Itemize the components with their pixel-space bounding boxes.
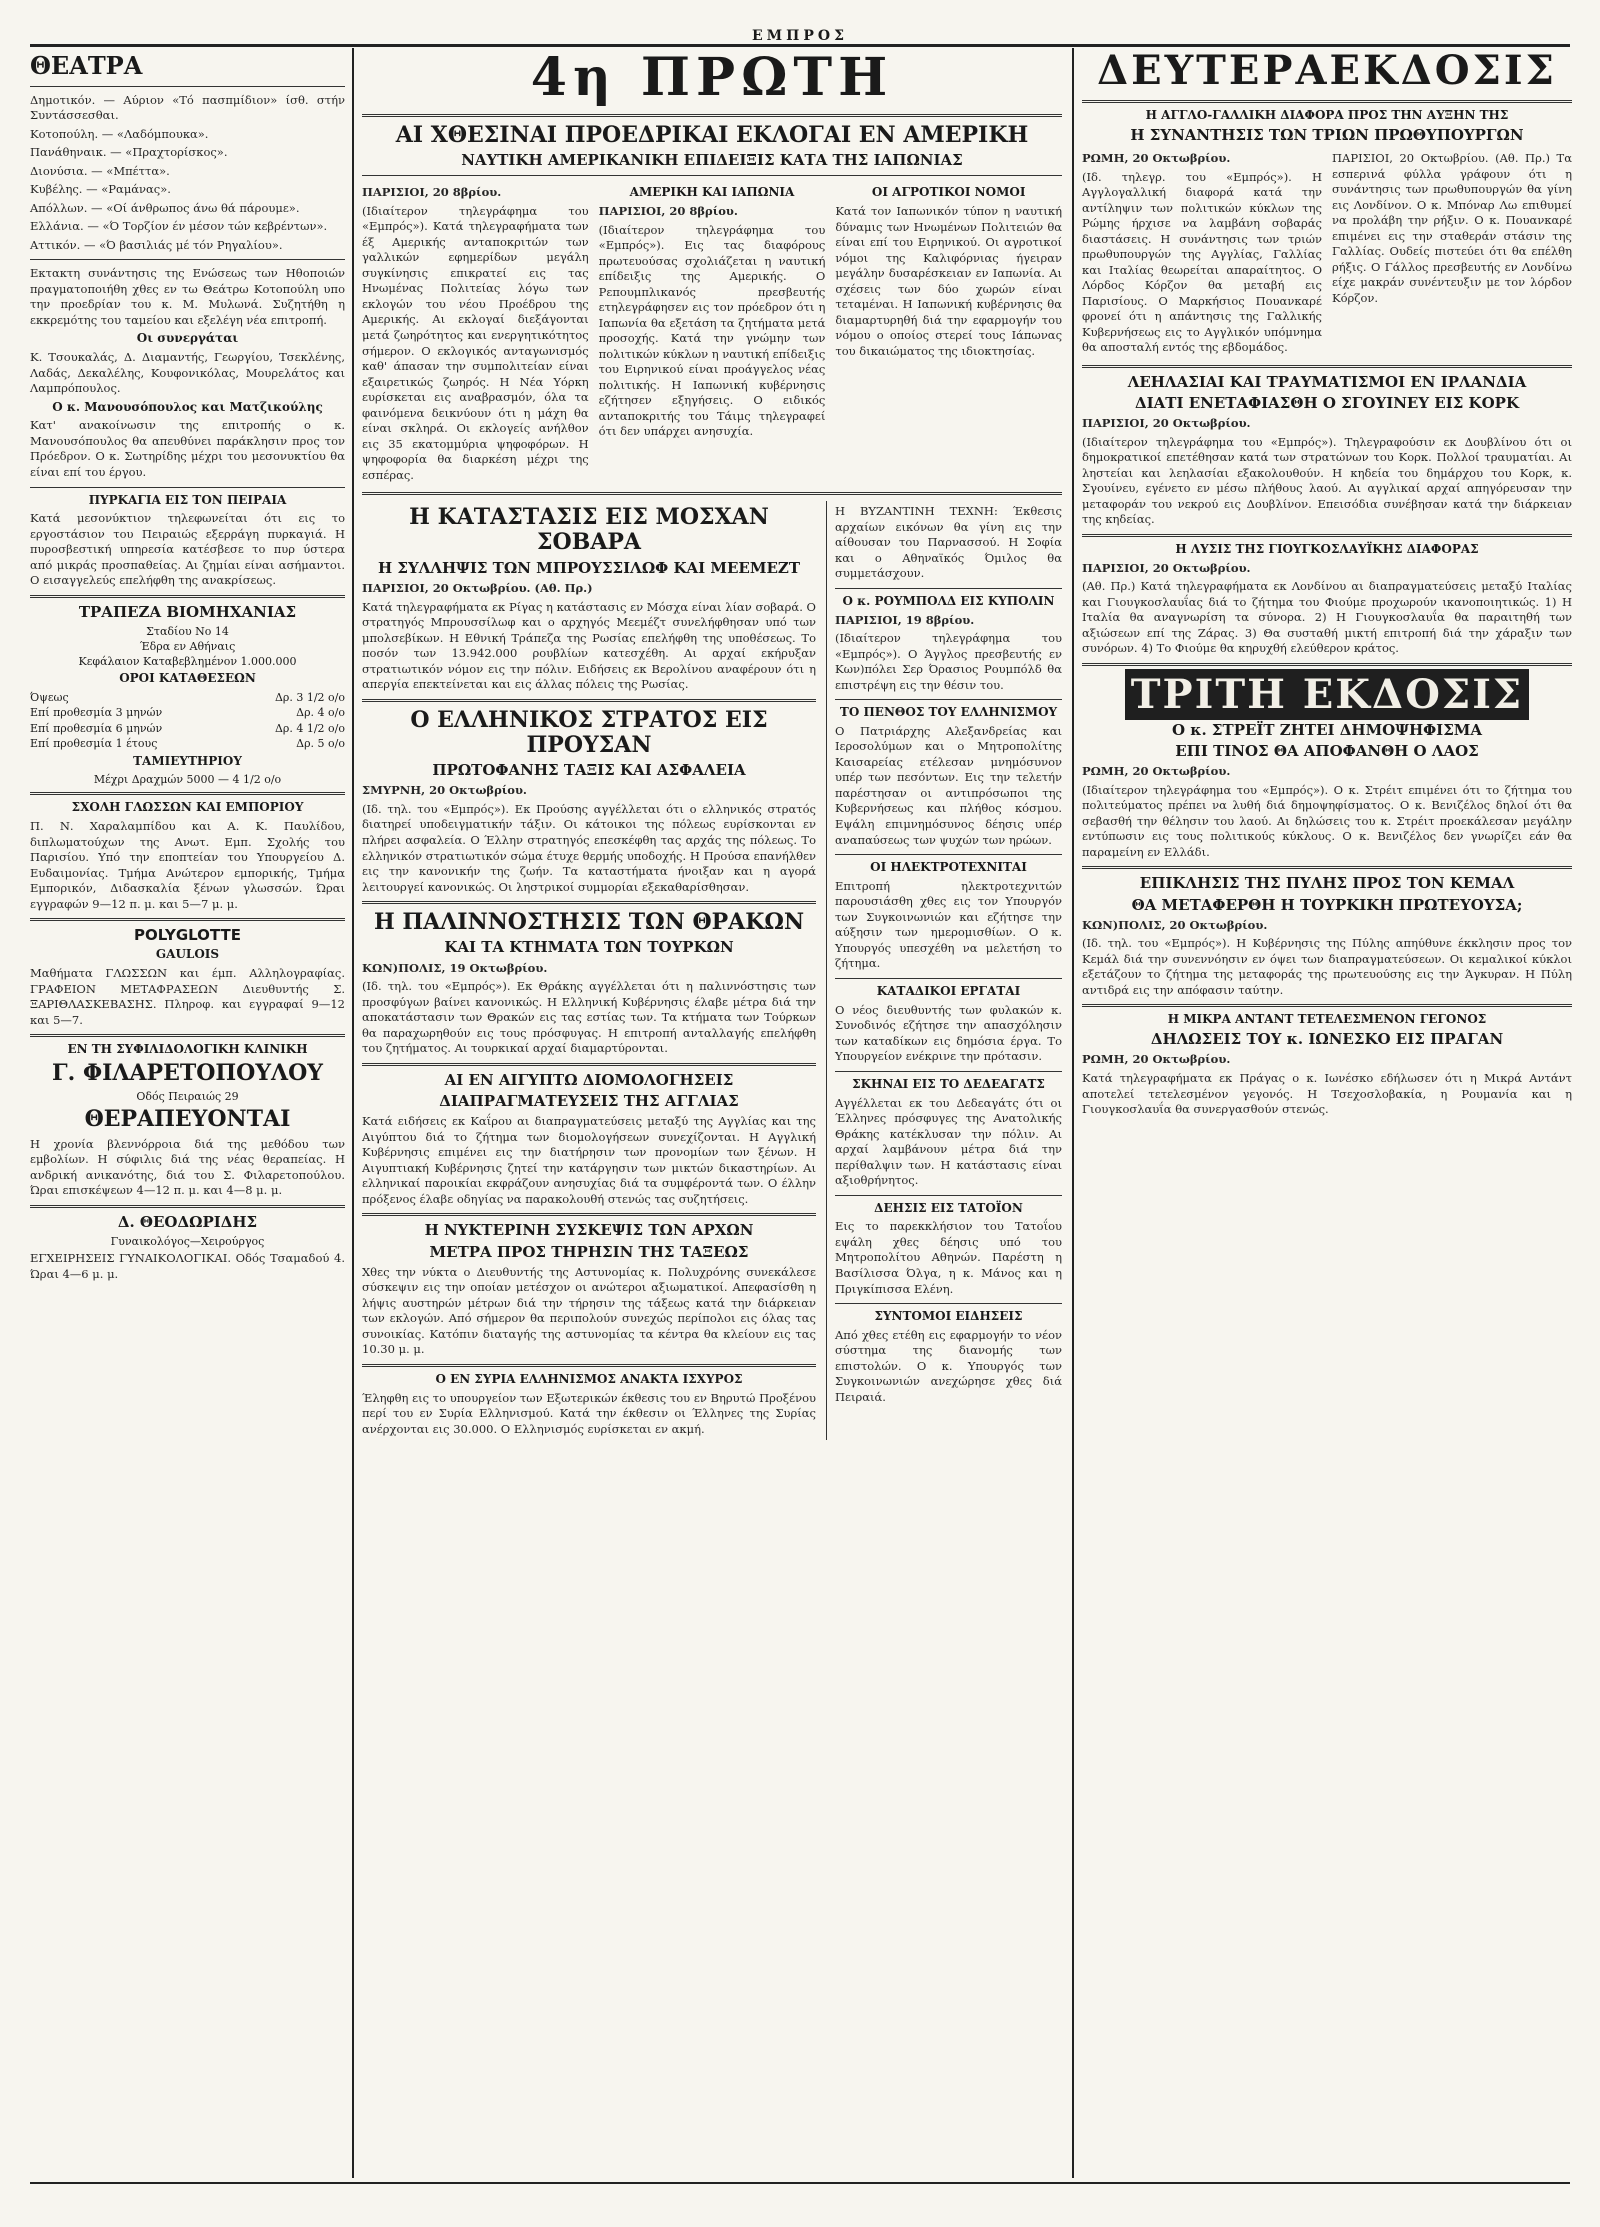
- anglo-text-2: ΠΑΡΙΣΙΟΙ, 20 Οκτωβρίου. (Αθ. Πρ.) Τα εσπερινά φύλλα γράφουν ότι η συνάντησις των πρωθυπουργών θα γίνη εις Λονδίνον. Ο κ. Μπόναρ Λω επιθυμεί να προλάβη την ρήξιν. Ο κ. Πουανκαρέ επιμένει εις την σταθεράν στάσιν της Γαλλίας. Ουδείς πιστεύει ότι θα επέλθη ρήξις. Ο Γάλλος πρεσβευτής εν Λονδίνω είχε μακράν συνέντευξιν με τον λόρδον Κόρζον.: [1332, 151, 1572, 305]
- egypt-text: Κατά ειδήσεις εκ Καΐρου αι διαπραγματεύσεις μεταξύ της Αγγλίας και της Αιγύπτου διά το ζήτημα των διομολογήσεων συνεχίζονται. Η Αγγλική Κυβέρνησις επιμένει εις την διατήρησιν των προνομίων των ξένων. Η Αιγυπτιακή Κυβέρνησις ζητεί την κατάργησιν των μικτών δικαστηρίων. Αι ελληνικαί παροικίαι εκφράζουν ανησυχίας διά τα συμφέροντά των. Ο έλλην πρόξενος έλαβε οδηγίας να παρακολουθή στενώς τας συζητήσεις.: [362, 1114, 816, 1206]
- subhead-collaborators: Οι συνεργάται: [136, 331, 239, 346]
- bank-savings-rate: Μέχρι Δραχμών 5000 — 4 1/2 ο/ο: [93, 773, 282, 787]
- bank-rate-row: Επί προθεσμία 6 μηνών Δρ. 4 1/2 ο/ο: [30, 721, 345, 735]
- ireland-dateline: ΠΑΡΙΣΙΟΙ, 20 Οκτωβρίου.: [1082, 416, 1251, 431]
- center-lower: [362, 501, 1062, 1440]
- clinic-title: ΕΝ ΤΗ ΣΥΦΙΛΙΔΟΛΟΓΙΚΗ ΚΛΙΝΙΚΗ: [67, 1042, 308, 1057]
- anglo-sub: Η ΣΥΝΑΝΤΗΣΙΣ ΤΩΝ ΤΡΙΩΝ ΠΡΩΘΥΠΟΥΡΓΩΝ: [1130, 125, 1524, 144]
- syria-headline: Ο ΕΝ ΣΥΡΙΑ ΕΛΛΗΝΙΣΜΟΣ ΑΝΑΚΤΑ ΙΣΧΥΡΟΣ: [435, 1371, 743, 1386]
- bank-capital: Κεφάλαιον Καταβεβλημένον 1.000.000: [78, 655, 297, 669]
- theatre-item: Αττικόν. — «Ό βασιλιάς μέ τόν Ρηγαλίου».: [30, 237, 283, 252]
- romania-headline: Η ΜΙΚΡΑ ΑΝΤΑΝΤ ΤΕΤΕΛΕΣΜΕΝΟΝ ΓΕΓΟΝΟΣ: [1167, 1012, 1487, 1027]
- kemal-dateline: ΚΩΝ)ΠΟΛΙΣ, 20 Οκτωβρίου.: [1082, 917, 1268, 932]
- japan-dateline: ΠΑΡΙΣΙΟΙ, 20 8βρίου.: [598, 204, 738, 219]
- bank-branch: Έδρα εν Αθήναις: [139, 640, 236, 654]
- elpenor-text: Ο Πατριάρχης Αλεξανδρείας και Ιεροσολύμων και ο Μητροπολίτης Καισαρείας ετέλεσαν μνημόσυνον υπέρ των πεσόντων. Εις την τελετήν παρέστησαν οι αντιπρόσωποι της Κυβερνήσεως και πλήθος κόσμου. Εψάλη επιμνημόσυνος δέησις υπέρ αναπαύσεως των ψυχών των ηρώων.: [835, 723, 1062, 847]
- us-text: (Ιδιαίτερον τηλεγράφημα του «Εμπρός»). Κατά τηλεγραφήματα των έξ Αμερικής ανταποκριτών των γαλλικών εφημερίδων μεγάλη συγκίνησις επικρατεί εις τας Ηνωμένας Πολιτείας λόγω των εκλογών του νέου Προέδρου της Αμερικής. Αι εκλογαί διεξάγονται μετά ζωηρότητος και ενεργητικότητος σήμερον. Ο εκλογικός ανταγωνισμός καθ' άπασαν την συμπολιτείαν είναι εξαιρετικώς ζωηρός. Η Νέα Υόρκη ευρίσκεται εις αναβρασμόν, όλα τα φαινόμενα δεικνύουν ότι η μάχη θα είναι σκληρά. Οι εκλογείς ανήλθον εις 35 εκατομμύρια ψηφοφόρων. Η ψηφοφορία θα διαρκέση μέχρι της εσπέρας.: [362, 203, 589, 482]
- workers-text: Ο νέος διευθυντής των φυλακών κ. Συνοδινός εζήτησε την απασχόλησιν των καταδίκων εις δημόσια έργα. Το Υπουργείον ενέκρινε την πρότασιν.: [835, 1002, 1062, 1064]
- school-text: Π. Ν. Χαραλαμπίδου και Α. Κ. Παυλίδου, διπλωματούχων της Ανωτ. Εμπ. Σχολής του Παρισίου. Υπό την εποπτείαν του Υπουργείου Δ. Ευδαιμονίας. Τμήμα Ανώτερον εμπορικής, Τμήμα Εμπορικόν, Διδασκαλία ξένων γλωσσών. Ώραι εγγραφών 9—12 π. μ. και 5—7 μ. μ.: [30, 819, 345, 911]
- army-text: (Ιδ. τηλ. του «Εμπρός»). Εκ Προύσης αγγέλλεται ότι ο ελληνικός στρατός διατηρεί υποδειγματικήν τάξιν. Οι κάτοικοι της πόλεως ευρίσκονται εν πλήρει ασφαλεία. Ο Έλλην στρατηγός επεσκέφθη τας αρχάς της πόλεως. Το ελληνικόν στρατιωτικόν σώμα έτυχε θερμής υποδοχής. Η Προύσα επανήλθεν εις την κανονικήν της ζωήν. Τα καταστήματα ήνοιξαν και η αγορά λειτουργεί κανονικώς. Οι ληστρικοί συμμορίαι εξεκαθαρίσθησαν.: [362, 801, 816, 894]
- doctor-name: Δ. ΘΕΟΔΩΡΙΔΗΣ: [117, 1212, 258, 1231]
- moscow-sub: Η ΣΥΛΛΗΨΙΣ ΤΩΝ ΜΠΡΟΥΣΣΙΛΩΦ ΚΑΙ ΜΕΕΜΕΖΤ: [377, 558, 800, 577]
- theatre-item: Διονύσια. — «Μπέττα».: [30, 163, 170, 178]
- moscow-dateline: ΠΑΡΙΣΙΟΙ, 20 Οκτωβρίου. (Αθ. Πρ.): [362, 580, 593, 595]
- clinic-address: Οδός Πειραιώς 29: [136, 1090, 239, 1104]
- moscow-headline: Η ΚΑΤΑΣΤΑΣΙΣ ΕΙΣ ΜΟΣΧΑΝ ΣΟΒΑΡΑ: [409, 504, 769, 556]
- scenes-text: Αγγέλλεται εκ του Δεδεαγάτς ότι οι Έλληνες πρόσφυγες της Ανατολικής Θράκης κατέκλυσαν την πόλιν. Αι αρχαί λαμβάνουν μέτρα διά την περίθαλψιν των. Η κατάστασις είναι αξιοθρήνητος.: [835, 1095, 1062, 1188]
- anglo-text: (Ιδ. τηλεγρ. του «Εμπρός»). Η Αγγλογαλλική διαφορά κατά την αντίληψιν των πολιτικών κύκλων της Ρώμης ήρχισε να λαμβάνη σοβαράς διαστάσεις. Η συνάντησις των τριών πρωθυπουργών της Αγγλίας, Γαλλίας και Ιταλίας θεωρείται απαραίτητος. Ο Λόρδος Κόρζον θα μεταβή εις Παρισίους. Ο Μαρκήσιος Πουανκαρέ φρονεί ότι η απάντησις της Γαλλικής Κυβερνήσεως εις το Αγγλικόν υπόμνημα θα αποσταλή εντός της εβδομάδος.: [1082, 169, 1322, 355]
- us-dateline: ΠΑΡΙΣΙΟΙ, 20 8βρίου.: [362, 185, 502, 200]
- center-block: [362, 48, 1062, 1440]
- us-japan-row: [362, 182, 1062, 486]
- third-edition-title: ΤΡΙΤΗ ΕΚΔΟΣΙΣ: [1082, 672, 1572, 718]
- fire-title: ΠΥΡΚΑΓΙΑ ΕΙΣ ΤΟΝ ΠΕΙΡΑΙΑ: [88, 492, 287, 507]
- streit-text: (Ιδιαίτερον τηλεγράφημα του «Εμπρός»). Ο κ. Στρέιτ επιμένει ότι το ζήτημα του πολιτεύματος πρέπει να λυθή διά δημοψηφίσματος. Ο κ. Βενιζέλος δηλοί ότι θα σεβασθή την θέλησιν του λαού. Αι δηλώσεις του κ. Στρέιτ προεκάλεσαν μεγάλην εντύπωσιν εις τους πολιτικούς κύκλους. Ο κ. Βενιζέλος δεν γνωρίζει εάν θα παραμείνη εν Ελλάδι.: [1082, 782, 1572, 859]
- egypt-headline: ΑΙ ΕΝ ΑΙΓΥΠΤΩ ΔΙΟΜΟΛΟΓΗΣΕΙΣ: [444, 1070, 734, 1089]
- brief-text: Από χθες ετέθη εις εφαρμογήν το νέον σύστημα της διανομής των επιστολών. Ο κ. Υπουργός των Συγκοινωνιών ανεχώρησε χθες διά Πειραιά.: [835, 1327, 1062, 1404]
- rumbold-text: (Ιδιαίτερον τηλεγράφημα του «Εμπρός»). Ο Άγγλος πρεσβευτής εν Κων)πόλει Σερ Όρασιος Ρουμπόλδ θα επιστρέψη εις την θέσιν του.: [835, 631, 1062, 692]
- thrace-text: (Ιδ. τηλ. του «Εμπρός»). Εκ Θράκης αγγέλλεται ότι η παλιννόστησις των προσφύγων βαίνει κανονικώς. Η Ελληνική Κυβέρνησις έλαβε μέτρα διά την αποκατάστασιν των Θρακών εις τας εστίας των. Τα κτήματα των Τούρκων θα παραχωρηθούν εις τους πρόσφυγας. Η επιτροπή ανταλλαγής επελήφθη του ζητήματος. Αι τουρκικαί αρχαί διαμαρτύρονται.: [362, 979, 816, 1056]
- polyglotte-text: Μαθήματα ΓΛΩΣΣΩΝ και έμπ. Αλληλογραφίας. ΓΡΑΦΕΙΟΝ ΜΕΤΑΦΡΑΣΕΩΝ Διευθυντής Σ. ΞΑΡΙΘΛΑΣΚΕΒΑΣΗΣ. Πληροφ. και εγγραφαί 9—12 και 5—7.: [30, 966, 345, 1027]
- theatre-item: Ελλάνια. — «Ό Τορζίον έν μέσον τών κεβρέντων».: [30, 219, 328, 234]
- egypt-sub: ΔΙΑΠΡΑΓΜΑΤΕΥΣΕΙΣ ΤΗΣ ΑΓΓΛΙΑΣ: [439, 1091, 739, 1110]
- note-1: Η ΒΥΖΑΝΤΙΝΗ ΤΕΧΝΗ: Έκθεσις αρχαίων εικόνων θα γίνη εις την αίθουσαν του Παρνασσού. Η Σοφία και ο Αθηναϊκός Όμιλος θα συμμετάσχουν.: [835, 504, 1062, 581]
- bank-rate-row: Επί προθεσμία 1 έτους Δρ. 5 ο/ο: [30, 737, 345, 751]
- column-rule-3: [1072, 48, 1074, 2178]
- streit-headline: Ο κ. ΣΤΡΕΪΤ ΖΗΤΕΙ ΔΗΜΟΨΗΦΙΣΜΑ: [1171, 720, 1483, 739]
- streit-dateline: ΡΩΜΗ, 20 Οκτωβρίου.: [1082, 764, 1231, 779]
- brief-title: ΣΥΝΤΟΜΟΙ ΕΙΔΗΣΕΙΣ: [874, 1309, 1023, 1324]
- center-lower-left: [362, 501, 816, 1440]
- notice-text: Κατ' ανακοίνωσιν της επιτροπής ο κ. Μανουσόπουλος θα απευθύνει παράκλησιν προς τον Πρόεδρον. Ο κ. Σωτηρίδης μέχρι του μεσονυκτίου θα είναι επί του έργου.: [30, 418, 345, 479]
- kemal-text: (Ιδ. τηλ. του «Εμπρός»). Η Κυβέρνησις της Πύλης απηύθυνε έκκλησιν προς τον Κεμάλ διά την συνεννόησιν εν όψει των διαπραγματεύσεων. Οι κεμαλικοί κύκλοι εξετάζουν το ζήτημα της μεταφοράς της πρωτευούσης εις την Άγκυραν. Η Πύλη αντιδρά εις την απόφασιν ταύτην.: [1082, 936, 1572, 997]
- center-lower-right: [826, 501, 1062, 1440]
- syria-text: Έληφθη εις το υπουργείον των Εξωτερικών έκθεσις του εν Βηρυτώ Προξένου περί του εν Συρία Ελληνισμού. Κατά την έκθεσιν οι Έλληνες της Συρίας ανέρχονται εις 30.000. Ο Ελληνισμός ευρίσκεται εν ακμή.: [362, 1390, 816, 1436]
- bottom-rule: [30, 2182, 1570, 2184]
- army-headline: Ο ΕΛΛΗΝΙΚΟΣ ΣΤΡΑΤΟΣ ΕΙΣ ΠΡΟΥΣΑΝ: [410, 706, 768, 758]
- clinic-text: Η χρονία βλεννόρροια διά της μεθόδου των εμβολίων. Η σύφιλις διά της νέας θεραπείας. Η ανδρική ανικανότης, διά του Σ. Φιλαρετοπούλου. Ώραι επισκέψεων 4—12 π. μ. και 4—8 μ. μ.: [30, 1136, 345, 1198]
- kemal-headline: ΕΠΙΚΛΗΣΙΣ ΤΗΣ ΠΥΛΗΣ ΠΡΟΣ ΤΟΝ ΚΕΜΑΛ: [1139, 874, 1515, 893]
- intro-text: Εκτακτη συνάντησις της Ενώσεως των Ηθοποιών πραγματοποιήθη χθες εν τω Θεάτρω Κοτοπούλη υπο την προεδρίαν του κ. Μ. Μυλωνά. Συζητήθη η εκκρεμότης του ταμείου και εξελέγη νέα επιτροπή.: [30, 266, 345, 327]
- romania-text: Κατά τηλεγραφήματα εκ Πράγας ο κ. Ιωνέσκο εδήλωσεν ότι η Μικρά Αντάντ αποτελεί τετελεσμένον γεγονός. Η Τσεχοσλοβακία, η Ρουμανία και η Γιουγκοσλαυΐα θα συνεργασθούν στενώς.: [1082, 1070, 1572, 1117]
- thrace-sub: ΚΑΙ ΤΑ ΚΤΗΜΑΤΑ ΤΩΝ ΤΟΥΡΚΩΝ: [444, 938, 734, 957]
- kemal-sub: ΘΑ ΜΕΤΑΦΕΡΘΗ Η ΤΟΥΡΚΙΚΗ ΠΡΩΤΕΥΟΥΣΑ;: [1131, 895, 1523, 914]
- theatre-item: Δημοτικόν. — Αύριον «Τό πασπμίδιον» ίσθ. στήν Συντάσσεσθαι.: [30, 92, 345, 123]
- rumbold-dateline: ΠΑΡΙΣΙΟΙ, 19 8βρίου.: [835, 612, 975, 627]
- column-rule-1: [352, 48, 354, 2178]
- clinic-cure: ΘΕΡΑΠΕΥΟΝΤΑΙ: [84, 1106, 291, 1133]
- theatre-item: Κυβέλης. — «Ραμάνας».: [30, 182, 171, 197]
- anglo-headline: Η ΑΓΓΛΟ-ΓΑΛΛΙΚΗ ΔΙΑΦΟΡΑ ΠΡΟΣ ΤΗΝ ΑΥΞΗΝ ΤΗΣ: [1145, 108, 1509, 122]
- bank-rate-row: Όψεως Δρ. 3 1/2 ο/ο: [30, 690, 345, 704]
- anglo-dateline: ΡΩΜΗ, 20 Οκτωβρίου.: [1082, 151, 1231, 166]
- thrace-dateline: ΚΩΝ)ΠΟΛΙΣ, 19 Οκτωβρίου.: [362, 960, 548, 975]
- ireland-text: (Ιδιαίτερον τηλεγράφημα του «Εμπρός»). Τηλεγραφούσιν εκ Δουβλίνου ότι οι δημοκρατικοί επετέθησαν κατά των στρατώνων του Κορκ. Πολλοί τραυματίαι. Αι ληστείαι και λεηλασίαι εξακολουθούν. Η κηδεία του δημάρχου του Κορκ, κ. Σγουίνευ, εγένετο εν μέσω πλήθους λαού. Αι αγγλικαί αρχαί απηγόρευσαν την μεταφοράν του νεκρού εις Δουβλίνον. Επεισόδια συνέβησαν κατά την διάρκειαν της κηδείας.: [1082, 434, 1572, 527]
- japan-text: (Ιδιαίτερον τηλεγράφημα του «Εμπρός»). Εις τας διαφόρους πρωτευούσας σχολιάζεται η ναυτική επίδειξις της Αμερικής. Ο Ρεπουμπλικανός πρεσβευτής ετηλεγράφησεν εις τον πρόεδρον ότι η Ιαπωνία θα εξετάση τα ζητήματα μετά προσοχής. Κατά την γνώμην των πολιτικών κύκλων η ναυτική επίδειξις του Ειρηνικού είναι προάγγελος νέας πολιτικής. Η Ιαπωνική κυβέρνησις εζήτησεν εξηγήσεις. Ο ειδικός ανταποκριτής του Τάιμς τηλεγραφεί ότι δεν υπάρχει ανησυχία.: [598, 222, 826, 439]
- theatre-item: Πανάθηναικ. — «Πραχτορίσκος».: [30, 145, 228, 160]
- moscow-text: Κατά τηλεγραφήματα εκ Ρίγας η κατάστασις εν Μόσχα είναι λίαν σοβαρά. Ο στρατηγός Μπρουσσίλωφ και ο αρχηγός Μεεμέζτ συνελήφθησαν υπό των μπολσεβίκων. Η Εθνική Τράπεζα της Ρωσίας επελήφθη της υποθέσεως. Το ποσόν των 13.942.000 ρουβλίων κατεσχέθη. Αι αρχαί εκήρυξαν στρατιωτικόν νόμον εις την πόλιν. Ειδήσεις εκ Βερολίνου αναφέρουν ότι η απεργία επεκτείνεται και εις άλλας πόλεις της Ρωσίας.: [362, 599, 816, 692]
- theatres-title: ΘΕΑΤΡΑ: [30, 51, 143, 80]
- clinic-doctor: Γ. ΦΙΛΑΡΕΤΟΠΟΥΛΟΥ: [52, 1060, 323, 1087]
- left-column: [30, 48, 345, 1285]
- bank-title: ΤΡΑΠΕΖΑ ΒΙΟΜΗΧΑΝΙΑΣ: [78, 602, 297, 621]
- ireland-sub: ΔΙΑΤΙ ΕΝΕΤΑΦΙΑΣΘΗ Ο ΣΓΟΥΙΝΕΥ ΕΙΣ ΚΟΡΚ: [1135, 394, 1519, 412]
- sub-headline: ΝΑΥΤΙΚΗ ΑΜΕΡΙΚΑΝΙΚΗ ΕΠΙΔΕΙΞΙΣ ΚΑΤΑ ΤΗΣ ΙΑΠΩΝΙΑΣ: [461, 151, 963, 170]
- polyglotte-subtitle: GAULOIS: [155, 947, 220, 962]
- electric-text: Επιτροπή ηλεκτροτεχνιτών παρουσιάσθη χθες εις τον Υπουργόν των Συγκοινωνιών και εζήτησε την αύξησιν των ημερομισθίων. Ο κ. Υπουργός υπεσχέθη να μελετήση το ζήτημα.: [835, 878, 1062, 971]
- paper-name: ΕΜΠΡΟΣ: [751, 28, 848, 44]
- bank-address: Σταδίου Νο 14: [146, 625, 229, 639]
- japan-title: ΑΜΕΡΙΚΗ ΚΑΙ ΙΑΠΩΝΙΑ: [629, 185, 795, 200]
- army-dateline: ΣΜΥΡΝΗ, 20 Οκτωβρίου.: [362, 783, 527, 798]
- thrace-headline: Η ΠΑΛΙΝΝΟΣΤΗΣΙΣ ΤΩΝ ΘΡΑΚΩΝ: [373, 909, 805, 936]
- italy-headline: Η ΛΥΣΙΣ ΤΗΣ ΓΙΟΥΓΚΟΣΛΑΥΪΚΗΣ ΔΙΑΦΟΡΑΣ: [1175, 541, 1479, 556]
- main-headline: ΑΙ ΧΘΕΣΙΝΑΙ ΠΡΟΕΔΡΙΚΑΙ ΕΚΛΟΓΑΙ ΕΝ ΑΜΕΡΙΚΗ: [395, 121, 1029, 148]
- agri-title: ΟΙ ΑΓΡΟΤΙΚΟΙ ΝΟΜΟΙ: [871, 185, 1026, 200]
- ireland-headline: ΛΕΗΛΑΣΙΑΙ ΚΑΙ ΤΡΑΥΜΑΤΙΣΜΟΙ ΕΝ ΙΡΛΑΝΔΙΑ: [1127, 372, 1527, 391]
- romania-dateline: ΡΩΜΗ, 20 Οκτωβρίου.: [1082, 1052, 1231, 1067]
- italy-text: (Αθ. Πρ.) Κατά τηλεγραφήματα εκ Λονδίνου αι διαπραγματεύσεις μεταξύ Ιταλίας και Γιουγκοσλαυΐας διά το ζήτημα του Φιούμε προχωρούν ικανοποιητικώς. 1) Η Ιταλία θα αναγνωρίση τα σύνορα. 2) Η Γιουγκοσλαυΐα θα παραιτηθή των αξιώσεων επί της Ζάρας. 3) Θα συσταθή μικτή επιτροπή διά την χάραξιν των συνόρων. 4) Το Φιούμε θα κηρυχθή ελεύθερον κράτος.: [1082, 579, 1572, 656]
- night-headline: Η ΝΥΚΤΕΡΙΝΗ ΣΥΣΚΕΨΙΣ ΤΩΝ ΑΡΧΩΝ: [424, 1221, 754, 1240]
- scenes-title: ΣΚΗΝΑΙ ΕΙΣ ΤΟ ΔΕΔΕΑΓΑΤΣ: [852, 1076, 1045, 1091]
- elpenor-title: ΤΟ ΠΕΝΘΟΣ ΤΟΥ ΕΛΛΗΝΙΣΜΟΥ: [839, 705, 1058, 720]
- italy-dateline: ΠΑΡΙΣΙΟΙ, 20 Οκτωβρίου.: [1082, 560, 1251, 575]
- romania-sub: ΔΗΛΩΣΕΙΣ ΤΟΥ κ. ΙΩΝΕΣΚΟ ΕΙΣ ΠΡΑΓΑΝ: [1150, 1030, 1504, 1049]
- right-column: [1082, 48, 1572, 1121]
- electric-title: ΟΙ ΗΛΕΚΤΡΟΤΕΧΝΙΤΑΙ: [870, 860, 1027, 875]
- theatre-item: Απόλλων. — «Οί άνθρωπος άνω θά πάρουμε».: [30, 200, 300, 215]
- prayer-text: Εις το παρεκκλήσιον του Τατοΐου εψάλη χθες δέησις υπό του Μητροπολίτου Αθηνών. Παρέστη η Βασίλισσα Όλγα, η κ. Μάνος και η Πριγκίπισσα Ελένη.: [835, 1219, 1062, 1296]
- second-edition-title: ΔΕΥΤΕΡΑΕΚΔΟΣΙΣ: [1097, 47, 1557, 94]
- prayer-title: ΔΕΗΣΙΣ ΕΙΣ ΤΑΤΟΪΟΝ: [874, 1200, 1023, 1215]
- theatre-item: Κοτοπούλη. — «Λαδόμπουκα».: [30, 126, 209, 141]
- bank-rate-row: Επί προθεσμία 3 μηνών Δρ. 4 ο/ο: [30, 706, 345, 720]
- names-text: Κ. Τσουκαλάς, Δ. Διαμαντής, Γεωργίου, Τσεκλένης, Λαδάς, Δεκαλέλης, Κουφονικόλας, Μουρελάτος και Λαμπρόπουλος.: [30, 350, 345, 396]
- army-sub: ΠΡΩΤΟΦΑΝΗΣ ΤΑΞΙΣ ΚΑΙ ΑΣΦΑΛΕΙΑ: [432, 761, 746, 780]
- school-title: ΣΧΟΛΗ ΓΛΩΣΣΩΝ ΚΑΙ ΕΜΠΟΡΙΟΥ: [71, 800, 304, 815]
- doctor-text: ΕΓΧΕΙΡΗΣΕΙΣ ΓΥΝΑΙΚΟΛΟΓΙΚΑΙ. Οδός Τσαμαδού 4. Ώραι 4—6 μ. μ.: [30, 1250, 345, 1281]
- bank-savings-title: ΤΑΜΙΕΥΤΗΡΙΟΥ: [133, 754, 242, 769]
- anglo-body: [1082, 148, 1572, 359]
- rumbold-headline: Ο κ. ΡΟΥΜΠΟΛΔ ΕΙΣ ΚΥΠΟΛΙΝ: [842, 593, 1055, 608]
- fire-text: Κατά μεσονύκτιον τηλεφωνείται ότι εις το εργοστάσιον του Πειραιώς εξερράγη πυρκαγιά. Η πυροσβεστική υπηρεσία κατέσβεσε το πυρ ύστερα από μικράς προσπαθείας. Αι ζημίαι είναι ασήμαντοι. Ο εισαγγελεύς επελήφθη της ανακρίσεως.: [30, 511, 345, 588]
- subhead-manousopoulos: Ο κ. Μανουσόπουλος και Ματζικούλης: [52, 399, 323, 414]
- streit-sub: ΕΠΙ ΤΙΝΟΣ ΘΑ ΑΠΟΦΑΝΘΗ Ο ΛΑΟΣ: [1175, 742, 1479, 760]
- bank-terms-title: ΟΡΟΙ ΚΑΤΑΘΕΣΕΩΝ: [119, 671, 256, 686]
- night-sub: ΜΕΤΡΑ ΠΡΟΣ ΤΗΡΗΣΙΝ ΤΗΣ ΤΑΞΕΩΣ: [429, 1242, 749, 1261]
- workers-title: ΚΑΤΑΔΙΚΟΙ ΕΡΓΑΤΑΙ: [876, 983, 1021, 998]
- polyglotte-title: POLYGLOTTE: [134, 926, 241, 945]
- night-text: Χθες την νύκτα ο Διευθυντής της Αστυνομίας κ. Πολυχρόνης συνεκάλεσε σύσκεψιν εις την οποίαν μετέσχον οι ανώτεροι αξιωματικοί. Απεφασίσθη η λήψις αυστηρών μέτρων διά την τήρησιν της τάξεως κατά την διάρκειαν των εκλογών. Από σήμερον θα περιπολούν συνεχώς περίπολοι εις όλας τας συνοικίας. Κατόπιν διαταγής της αστυνομίας τα κέντρα θα κλείουν εις τας 10.30 μ. μ.: [362, 1264, 816, 1357]
- doctor-spec: Γυναικολόγος—Χειρούργος: [110, 1234, 265, 1248]
- edition-title: 4η ΠΡΩΤΗ: [530, 47, 894, 108]
- agri-text: Κατά τον Ιαπωνικόν τύπον η ναυτική δύναμις των Ηνωμένων Πολιτειών θα είναι επί του Ειρηνικού. Οι αγροτικοί νόμοι της Καλιφόρνιας ήγειραν μεγάλην δυσαρέσκειαν εν Ιαπωνία. Αι σχέσεις των δύο χωρών είναι τεταμέναι. Η Ιαπωνική κυβέρνησις θα διαμαρτυρηθή διά την εφαρμογήν του νόμου ο οποίος στερεί τους Ιάπωνας του δικαιώματος της ιδιοκτησίας.: [835, 204, 1063, 358]
